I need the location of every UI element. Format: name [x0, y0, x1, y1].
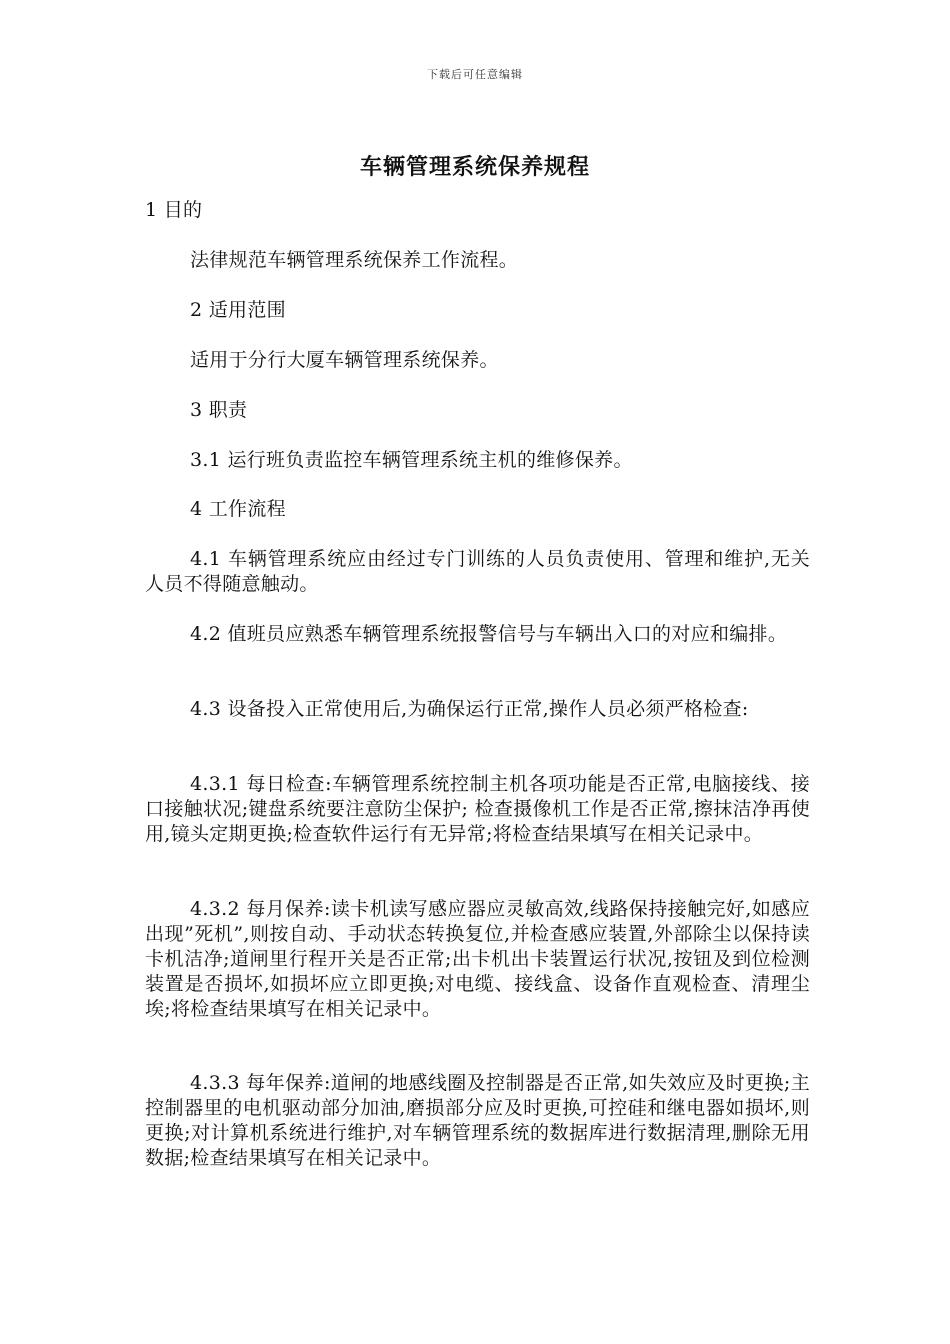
paragraph-4-2: 4.2 值班员应熟悉车辆管理系统报警信号与车辆出入口的对应和编排。 [190, 623, 788, 645]
section-heading-purpose: 1 目的 [145, 199, 203, 221]
section-text-purpose: 法律规范车辆管理系统保养工作流程。 [190, 249, 519, 271]
paragraph-4-3-1: 4.3.1 每日检查:车辆管理系统控制主机各项功能是否正常,电脑接线、接口接触状况;键盘系统要注意防尘保护; 检查摄像机工作是否正常,擦抹洁净再使用,镜头定期更换;检查软件运行有无异常;将检查结果填写在相关记录中。 [145, 773, 810, 845]
document-title: 车辆管理系统保养规程 [359, 155, 590, 180]
paragraph-4-3-2: 4.3.2 每月保养:读卡机读写感应器应灵敏高效,线路保持接触完好,如感应出现”死机”,则按自动、手动状态转换复位,并检查感应装置,外部除尘以保持读卡机洁净;道闸里行程开关是否正常;出卡机出卡装置运行状况,按钮及到位检测装置是否损坏,如损坏应立即更换;对电缆、接线盒、设备作直观检查、清理尘埃;将检查结果填写在相关记录中。 [145, 898, 810, 1020]
section-heading-scope: 2 适用范围 [190, 299, 286, 321]
section-heading-responsibility: 3 职责 [190, 399, 248, 421]
header-note: 下载后可任意编辑 [427, 68, 523, 81]
section-text-scope: 适用于分行大厦车辆管理系统保养。 [190, 349, 499, 371]
paragraph-4-1: 4.1 车辆管理系统应由经过专门训练的人员负责使用、管理和维护,无关人员不得随意触动。 [145, 548, 810, 595]
section-heading-workflow: 4 工作流程 [190, 498, 286, 520]
paragraph-4-3: 4.3 设备投入正常使用后,为确保运行正常,操作人员必须严格检查: [190, 698, 749, 720]
paragraph-4-3-3: 4.3.3 每年保养:道闸的地感线圈及控制器是否正常,如失效应及时更换;主控制器里的电机驱动部分加油,磨损部分应及时更换,可控硅和继电器如损坏,则更换;对计算机系统进行维护,对车辆管理系统的数据库进行数据清理,删除无用数据;检查结果填写在相关记录中。 [145, 1072, 810, 1169]
section-text-responsibility: 3.1 运行班负责监控车辆管理系统主机的维修保养。 [190, 449, 633, 471]
